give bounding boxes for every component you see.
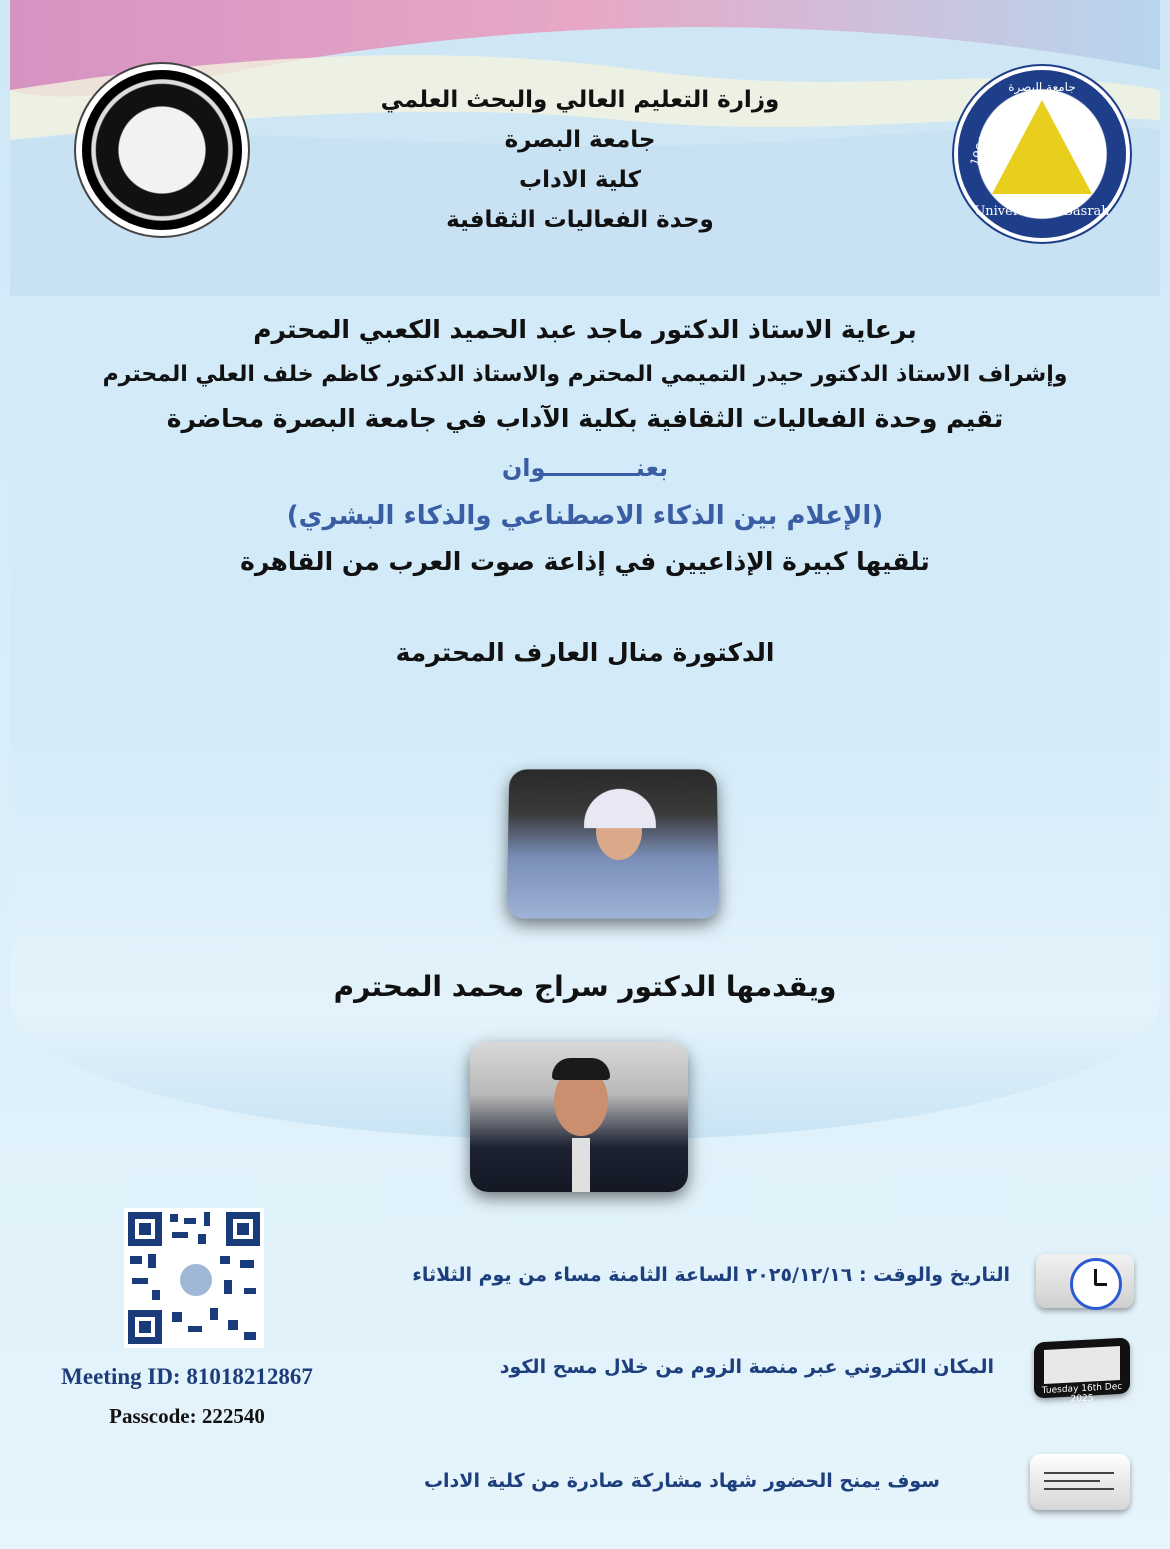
university-name: جامعة البصرة [504,127,656,153]
presenter-shirt [572,1138,590,1192]
meeting-id: Meeting ID: 81018212867 [61,1364,313,1389]
presenter-hair [552,1058,610,1080]
lecture-title: (الإعلام بين الذكاء الاصطناعي والذكاء البشري) [286,501,884,531]
delivered-by-line: تلقيها كبيرة الإذاعيين في إذاعة صوت العرب من القاهرة [240,547,930,576]
certificate-icon [1030,1454,1130,1510]
college-logo [82,70,242,230]
certificate-info: سوف يمنح الحضور شهاد مشاركة صادرة من كلية الاداب [423,1470,940,1492]
supervision-line: وإشراف الاستاذ الدكتور حيدر التميمي المحترم والاستاذ الدكتور كاظم خلف العلي المحترم [102,362,1068,387]
announcement-text [10,300,1160,678]
datetime-info: التاريخ والوقت : ٢٠٢٥/١٢/١٦ الساعة الثامنة مساء من يوم الثلاثاء [412,1264,1010,1286]
meeting-passcode: Passcode: 222540 [109,1404,265,1428]
header-block [300,80,860,240]
unit-name: وحدة الفعاليات الثقافية [446,207,714,233]
calendar-icon [1034,1337,1130,1405]
lecturer-headscarf [584,789,656,828]
clock-icon [1036,1254,1134,1308]
qr-center-logo-icon [178,1262,214,1298]
location-info: المكان الكتروني عبر منصة الزوم من خلال مسح الكود [499,1356,994,1378]
lecturer-name: الدكتورة منال العارف المحترمة [395,638,775,667]
patronage-line: برعاية الاستاذ الدكتور ماجد عبد الحميد الكعبي المحترم [253,315,917,344]
calendar-caption: Tuesday 16th Dec 2025 [1041,1381,1123,1405]
title-label: بعنـــــــــــوان [501,454,669,482]
seal-arabic-name: جامعة البصرة [1008,80,1076,94]
seal-triangle-icon [992,100,1092,194]
zoom-qr-code[interactable] [124,1208,264,1348]
host-line: تقيم وحدة الفعاليات الثقافية بكلية الآداب في جامعة البصرة محاضرة [166,404,1004,433]
lecturer-photo [507,769,720,918]
seal-year: 1964 [967,134,992,168]
presenter-photo [470,1042,688,1192]
seal-english-name: University of Basrah [974,204,1110,219]
university-of-basrah-logo [958,70,1126,238]
ministry-name: وزارة التعليم العالي والبحث العلمي [380,87,780,113]
college-name: كلية الاداب [519,167,641,193]
presenter-line: ويقدمها الدكتور سراج محمد المحترم [333,970,837,1003]
